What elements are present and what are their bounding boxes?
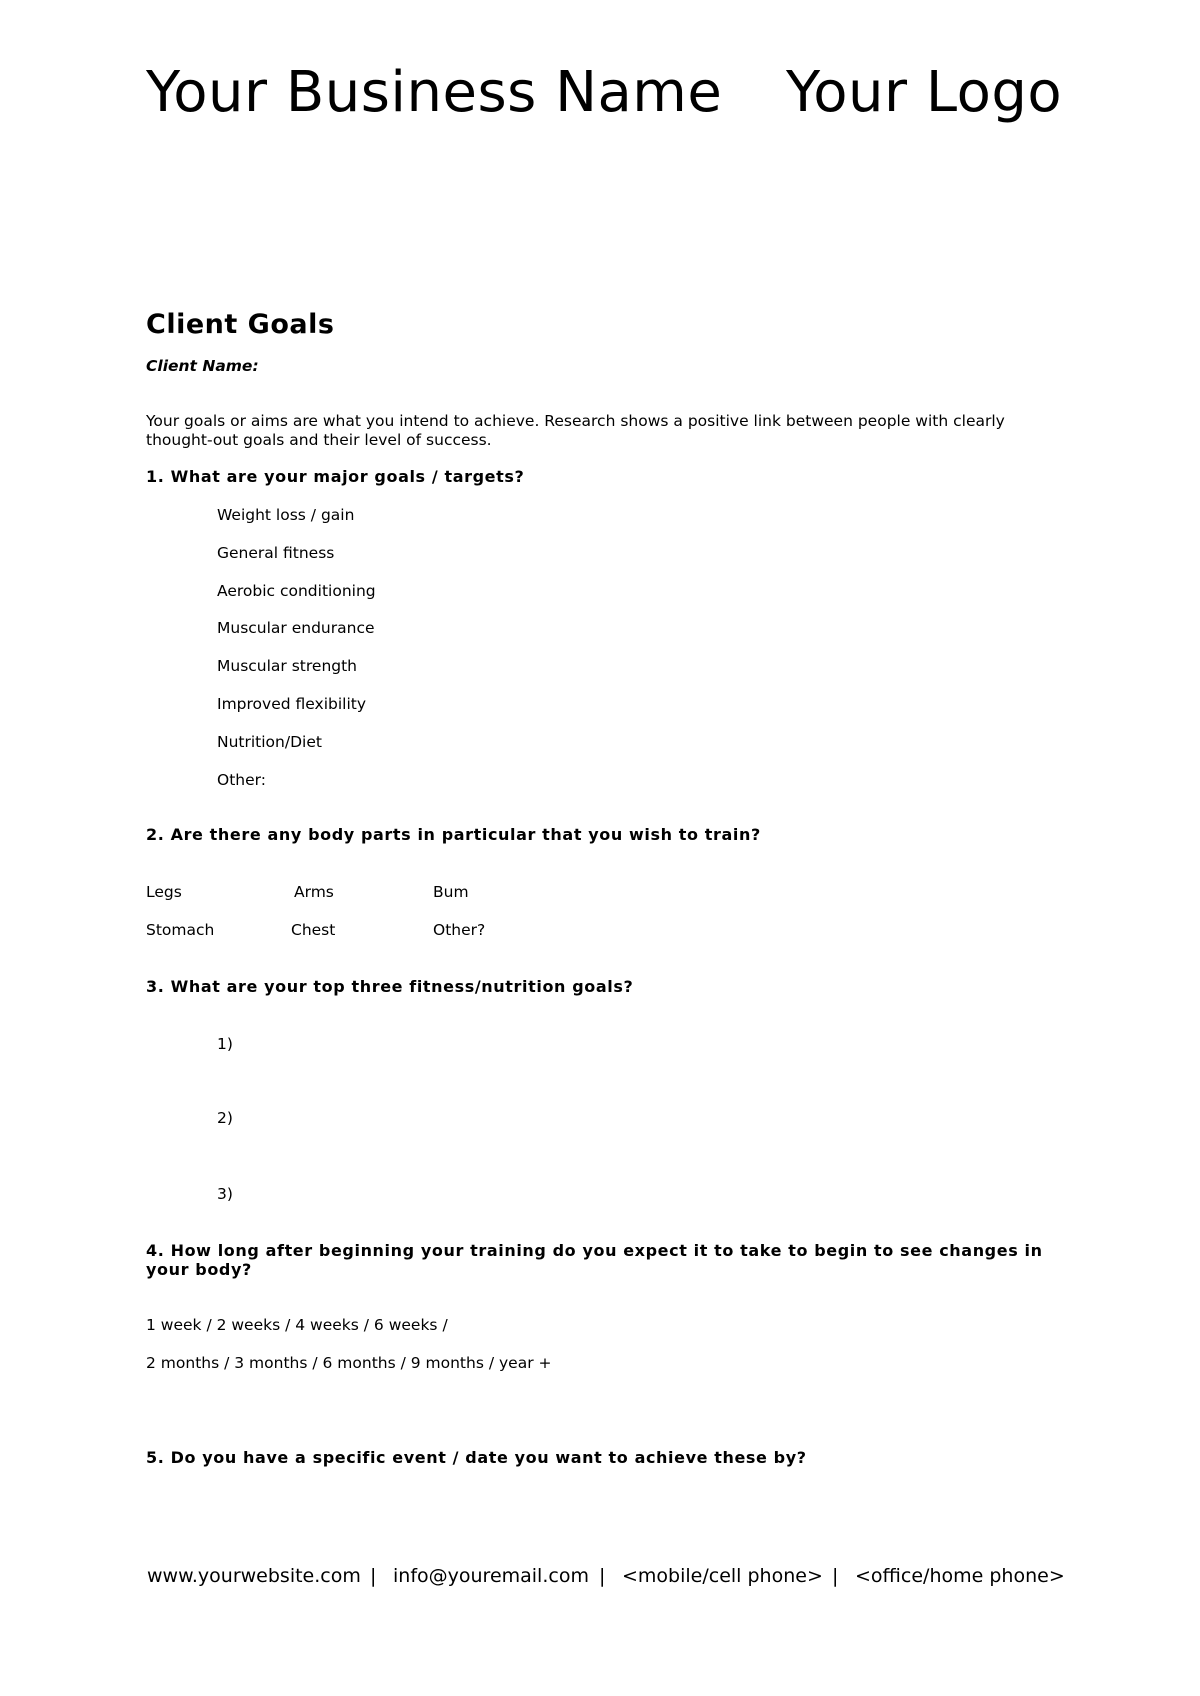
question-1: 1. What are your major goals / targets? [146, 467, 525, 486]
goal-option-strength: Muscular strength [217, 657, 358, 675]
body-part-other: Other? [433, 921, 486, 939]
business-name: Your Business Name [146, 60, 723, 125]
goal-option-other: Other: [217, 771, 266, 789]
goal-option-flexibility: Improved flexibility [217, 695, 367, 713]
body-part-arms: Arms [294, 883, 334, 901]
client-name-label: Client Name: [146, 357, 259, 375]
logo-placeholder: Your Logo [786, 60, 1063, 125]
goal-option-weight: Weight loss / gain [217, 506, 355, 524]
body-part-bum: Bum [433, 883, 469, 901]
question-2: 2. Are there any body parts in particular that you wish to train? [146, 825, 761, 844]
footer-separator: | [370, 1565, 377, 1587]
question-5: 5. Do you have a specific event / date you want to achieve these by? [146, 1448, 807, 1467]
footer-mobile-phone: <mobile/cell phone> [622, 1565, 823, 1587]
timeframe-months: 2 months / 3 months / 6 months / 9 months / year + [146, 1354, 552, 1372]
form-title: Client Goals [146, 309, 335, 340]
goal-option-aerobic: Aerobic conditioning [217, 582, 376, 600]
footer-website: www.yourwebsite.com [147, 1565, 361, 1587]
question-4: 4. How long after beginning your training do you expect it to take to begin to see changes in your body? [146, 1241, 1043, 1279]
goal-option-fitness: General fitness [217, 544, 335, 562]
footer-separator: | [832, 1565, 839, 1587]
body-part-stomach: Stomach [146, 921, 215, 939]
footer-email: info@youremail.com [393, 1565, 589, 1587]
top-goal-1: 1) [217, 1035, 233, 1053]
goal-option-endurance: Muscular endurance [217, 619, 375, 637]
footer-office-phone: <office/home phone> [855, 1565, 1065, 1587]
body-part-legs: Legs [146, 883, 182, 901]
intro-paragraph: Your goals or aims are what you intend to achieve. Research shows a positive link between people with clearly thought-out goals and their level of success. [146, 412, 1005, 449]
body-part-chest: Chest [291, 921, 336, 939]
question-3: 3. What are your top three fitness/nutrition goals? [146, 977, 634, 996]
top-goal-2: 2) [217, 1109, 233, 1127]
footer-separator: | [599, 1565, 606, 1587]
goal-option-nutrition: Nutrition/Diet [217, 733, 322, 751]
top-goal-3: 3) [217, 1185, 233, 1203]
timeframe-weeks: 1 week / 2 weeks / 4 weeks / 6 weeks / [146, 1316, 448, 1334]
